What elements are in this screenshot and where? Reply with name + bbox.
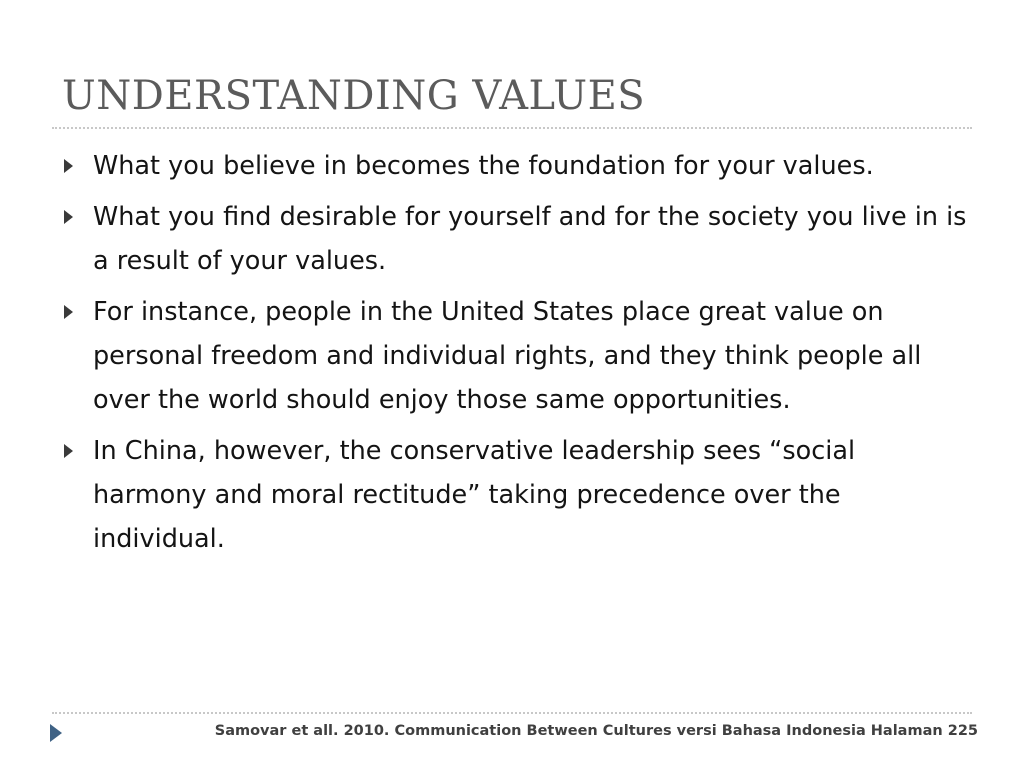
play-arrow-icon [50, 724, 62, 742]
footer-divider [52, 712, 972, 714]
bullet-text: In China, however, the conservative leadership sees “social harmony and moral rectitude” taking precedence over the individual. [93, 436, 856, 554]
bullet-item [60, 290, 970, 422]
triangle-bullet-icon [64, 159, 73, 173]
bullet-list [60, 144, 970, 568]
bullet-text: What you believe in becomes the foundation for your values. [93, 151, 874, 181]
bullet-item [60, 195, 970, 283]
bullet-text: What you find desirable for yourself and for the society you live in is a result of your values. [93, 202, 967, 276]
triangle-bullet-icon [64, 305, 73, 319]
slide-title: UNDERSTANDING VALUES [62, 73, 646, 119]
triangle-bullet-icon [64, 210, 73, 224]
bullet-text: For instance, people in the United States place great value on personal freedom and individual rights, and they think people all over the world should enjoy those same opportunities. [93, 297, 922, 415]
bullet-item [60, 429, 970, 561]
title-divider [52, 127, 972, 129]
triangle-bullet-icon [64, 444, 73, 458]
bullet-item [60, 144, 970, 188]
footer-citation: Samovar et all. 2010. Communication Between Cultures versi Bahasa Indonesia Halaman 225 [214, 723, 978, 739]
